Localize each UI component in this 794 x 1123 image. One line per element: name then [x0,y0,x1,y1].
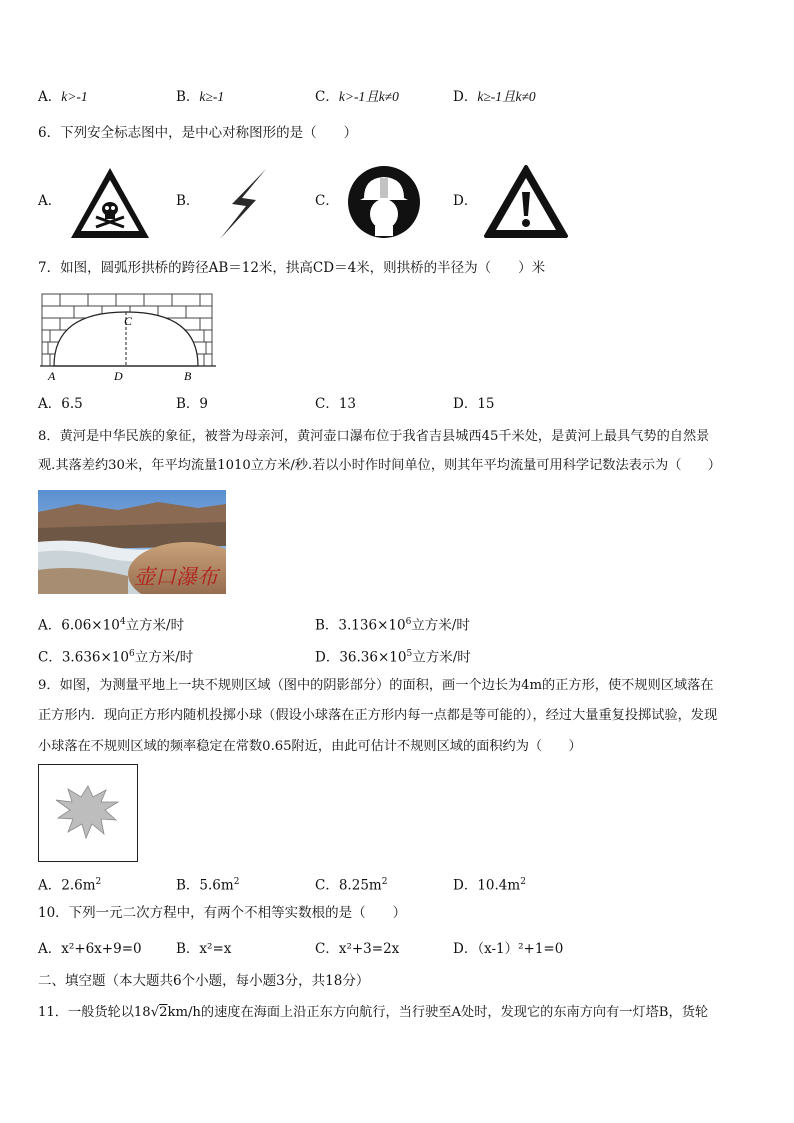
q10-option-d [453,939,563,959]
option-text: 8.25m [338,877,382,894]
q10-option-c [315,939,399,959]
option-text: 15 [477,396,495,412]
q6-option-c-label: C． [315,193,339,209]
option-text: 13 [338,396,357,412]
option-label: D． [453,941,478,957]
option-exponent: 2 [520,877,526,887]
option-text: 10.4m [477,877,521,894]
option-label: A． [38,941,62,957]
q11-radicand: 2 [159,1005,168,1020]
helmet-icon [346,164,422,240]
q10-stem: 10．下列一元二次方程中，有两个不相等实数根的是（ ） [38,905,407,921]
option-text: x²+6x+9=0 [61,941,142,957]
q7-stem: 7．如图，圆弧形拱桥的跨径AB＝12米，拱高CD＝4米，则拱桥的半径为（ ）米 [38,260,546,276]
photo-caption: 壶口瀑布 [134,565,218,589]
option-exponent: 6 [128,649,135,659]
option-text: 9 [199,396,209,412]
q9-stem-line2: 正方形内．现向正方形内随机投掷小球（假设小球落在正方形内每一点都是等可能的），经过大量重复投掷试验，发现 [38,708,718,723]
q9-option-c [315,872,387,896]
option-unit: 立方米/时 [411,617,470,634]
option-text: 3.636×10 [61,649,129,666]
option-label: A． [38,877,62,894]
option-unit: 立方米/时 [134,649,194,666]
q11-speed-coefficient: 18 [133,1005,151,1020]
label-c: C [124,314,133,328]
option-label: C． [315,396,339,412]
q6-option-d-label: D． [453,193,478,209]
q7-option-b [176,394,208,414]
option-label: D． [453,89,478,105]
option-text: 3.136×10 [338,617,406,634]
option-label: A． [38,396,62,412]
lightning-icon [214,166,274,242]
q8-stem-line2: 观.其落差约30米，年平均流量1010立方米/秒.若以小时作时间单位，则其年平均流量可用科学记数法表示为（ ） [38,458,721,473]
q8-option-a [38,612,184,636]
option-label: D． [453,877,478,894]
q11-stem-suffix: km/h的速度在海面上沿正东方向航行，当行驶至A处时，发现它的东南方向有一灯塔B，货轮 [167,1005,709,1020]
waterfall-photo [38,490,226,594]
sqrt-symbol: √ [150,1005,160,1020]
option-label: B． [176,89,200,105]
q5-option-c [315,87,399,107]
option-label: D． [453,396,478,412]
option-exponent: 2 [95,877,102,887]
q5-option-a [38,87,88,107]
section-heading: 二、填空题（本大题共6个小题，每小题3分，共18分） [38,973,370,989]
option-text: 2.6m [61,877,96,894]
option-label: C． [315,877,339,894]
q6-stem: 6．下列安全标志图中，是中心对称图形的是（ ） [38,125,358,141]
label-b: B [184,369,192,382]
option-exponent: 2 [381,877,388,887]
option-label: B． [176,396,200,412]
q5-option-d [453,87,536,107]
option-text: k≥-1 [199,89,225,104]
option-text: 36.36×10 [339,649,407,666]
option-text: 6.06×10 [61,617,120,634]
q10-option-b [176,939,231,959]
option-label: C． [315,89,339,105]
option-text: k≥-1且k≠0 [477,89,536,104]
option-label: A． [38,89,62,105]
q9-stem-line3: 小球落在不规则区域的频率稳定在常数0.65附近，由此可估计不规则区域的面积约为（ ） [38,739,582,754]
option-text: 5.6m [199,877,234,894]
label-d: D [114,369,123,382]
q8-option-c [38,644,193,668]
q9-option-a [38,872,101,896]
q9-option-b [176,872,239,896]
option-text: k>-1且k≠0 [338,89,399,104]
option-text: k>-1 [61,89,88,104]
option-exponent: 4 [119,617,126,627]
q7-option-c [315,394,356,414]
q6-option-b-label: B． [176,193,200,209]
q8-option-b [315,612,470,636]
option-label: B． [315,617,339,634]
q7-option-d [453,394,495,414]
q5-option-b [176,87,224,107]
option-exponent: 5 [406,649,413,659]
q8-option-d [315,644,471,668]
option-label: B． [176,877,200,894]
q9-stem-line1: 9．如图，为测量平地上一块不规则区域（图中的阴影部分）的面积，画一个边长为4m的正方形，使不规则区域落在 [38,678,714,693]
q8-stem-line1: 8．黄河是中华民族的象征，被誉为母亲河，黄河壶口瀑布位于我省吉县城西45千米处，是黄河上最具气势的自然景 [38,429,710,444]
option-label: B． [176,941,200,957]
option-text: 6.5 [61,396,83,412]
skull-warning-icon [68,165,152,241]
q9-option-d [453,872,526,896]
option-label: D． [315,649,340,666]
option-text: （x-1）²+1=0 [477,941,564,957]
option-unit: 立方米/时 [125,617,185,634]
option-label: A． [38,617,62,634]
option-exponent: 6 [405,617,412,627]
q7-option-a [38,394,83,414]
arch-bridge-figure [38,290,218,382]
label-a: A [48,369,56,382]
q6-option-a-label: A． [38,193,62,209]
option-unit: 立方米/时 [412,649,471,666]
exclamation-warning-icon [483,164,569,240]
square-with-region-figure [38,764,138,862]
q11-stem-prefix: 11．一般货轮以 [38,1005,134,1020]
option-exponent: 2 [233,877,240,887]
option-label: C． [38,649,62,666]
option-label: C． [315,941,339,957]
option-text: x²=x [199,941,232,957]
q10-option-a [38,939,142,959]
q11-stem [38,1003,708,1023]
option-text: x²+3=2x [338,941,400,957]
